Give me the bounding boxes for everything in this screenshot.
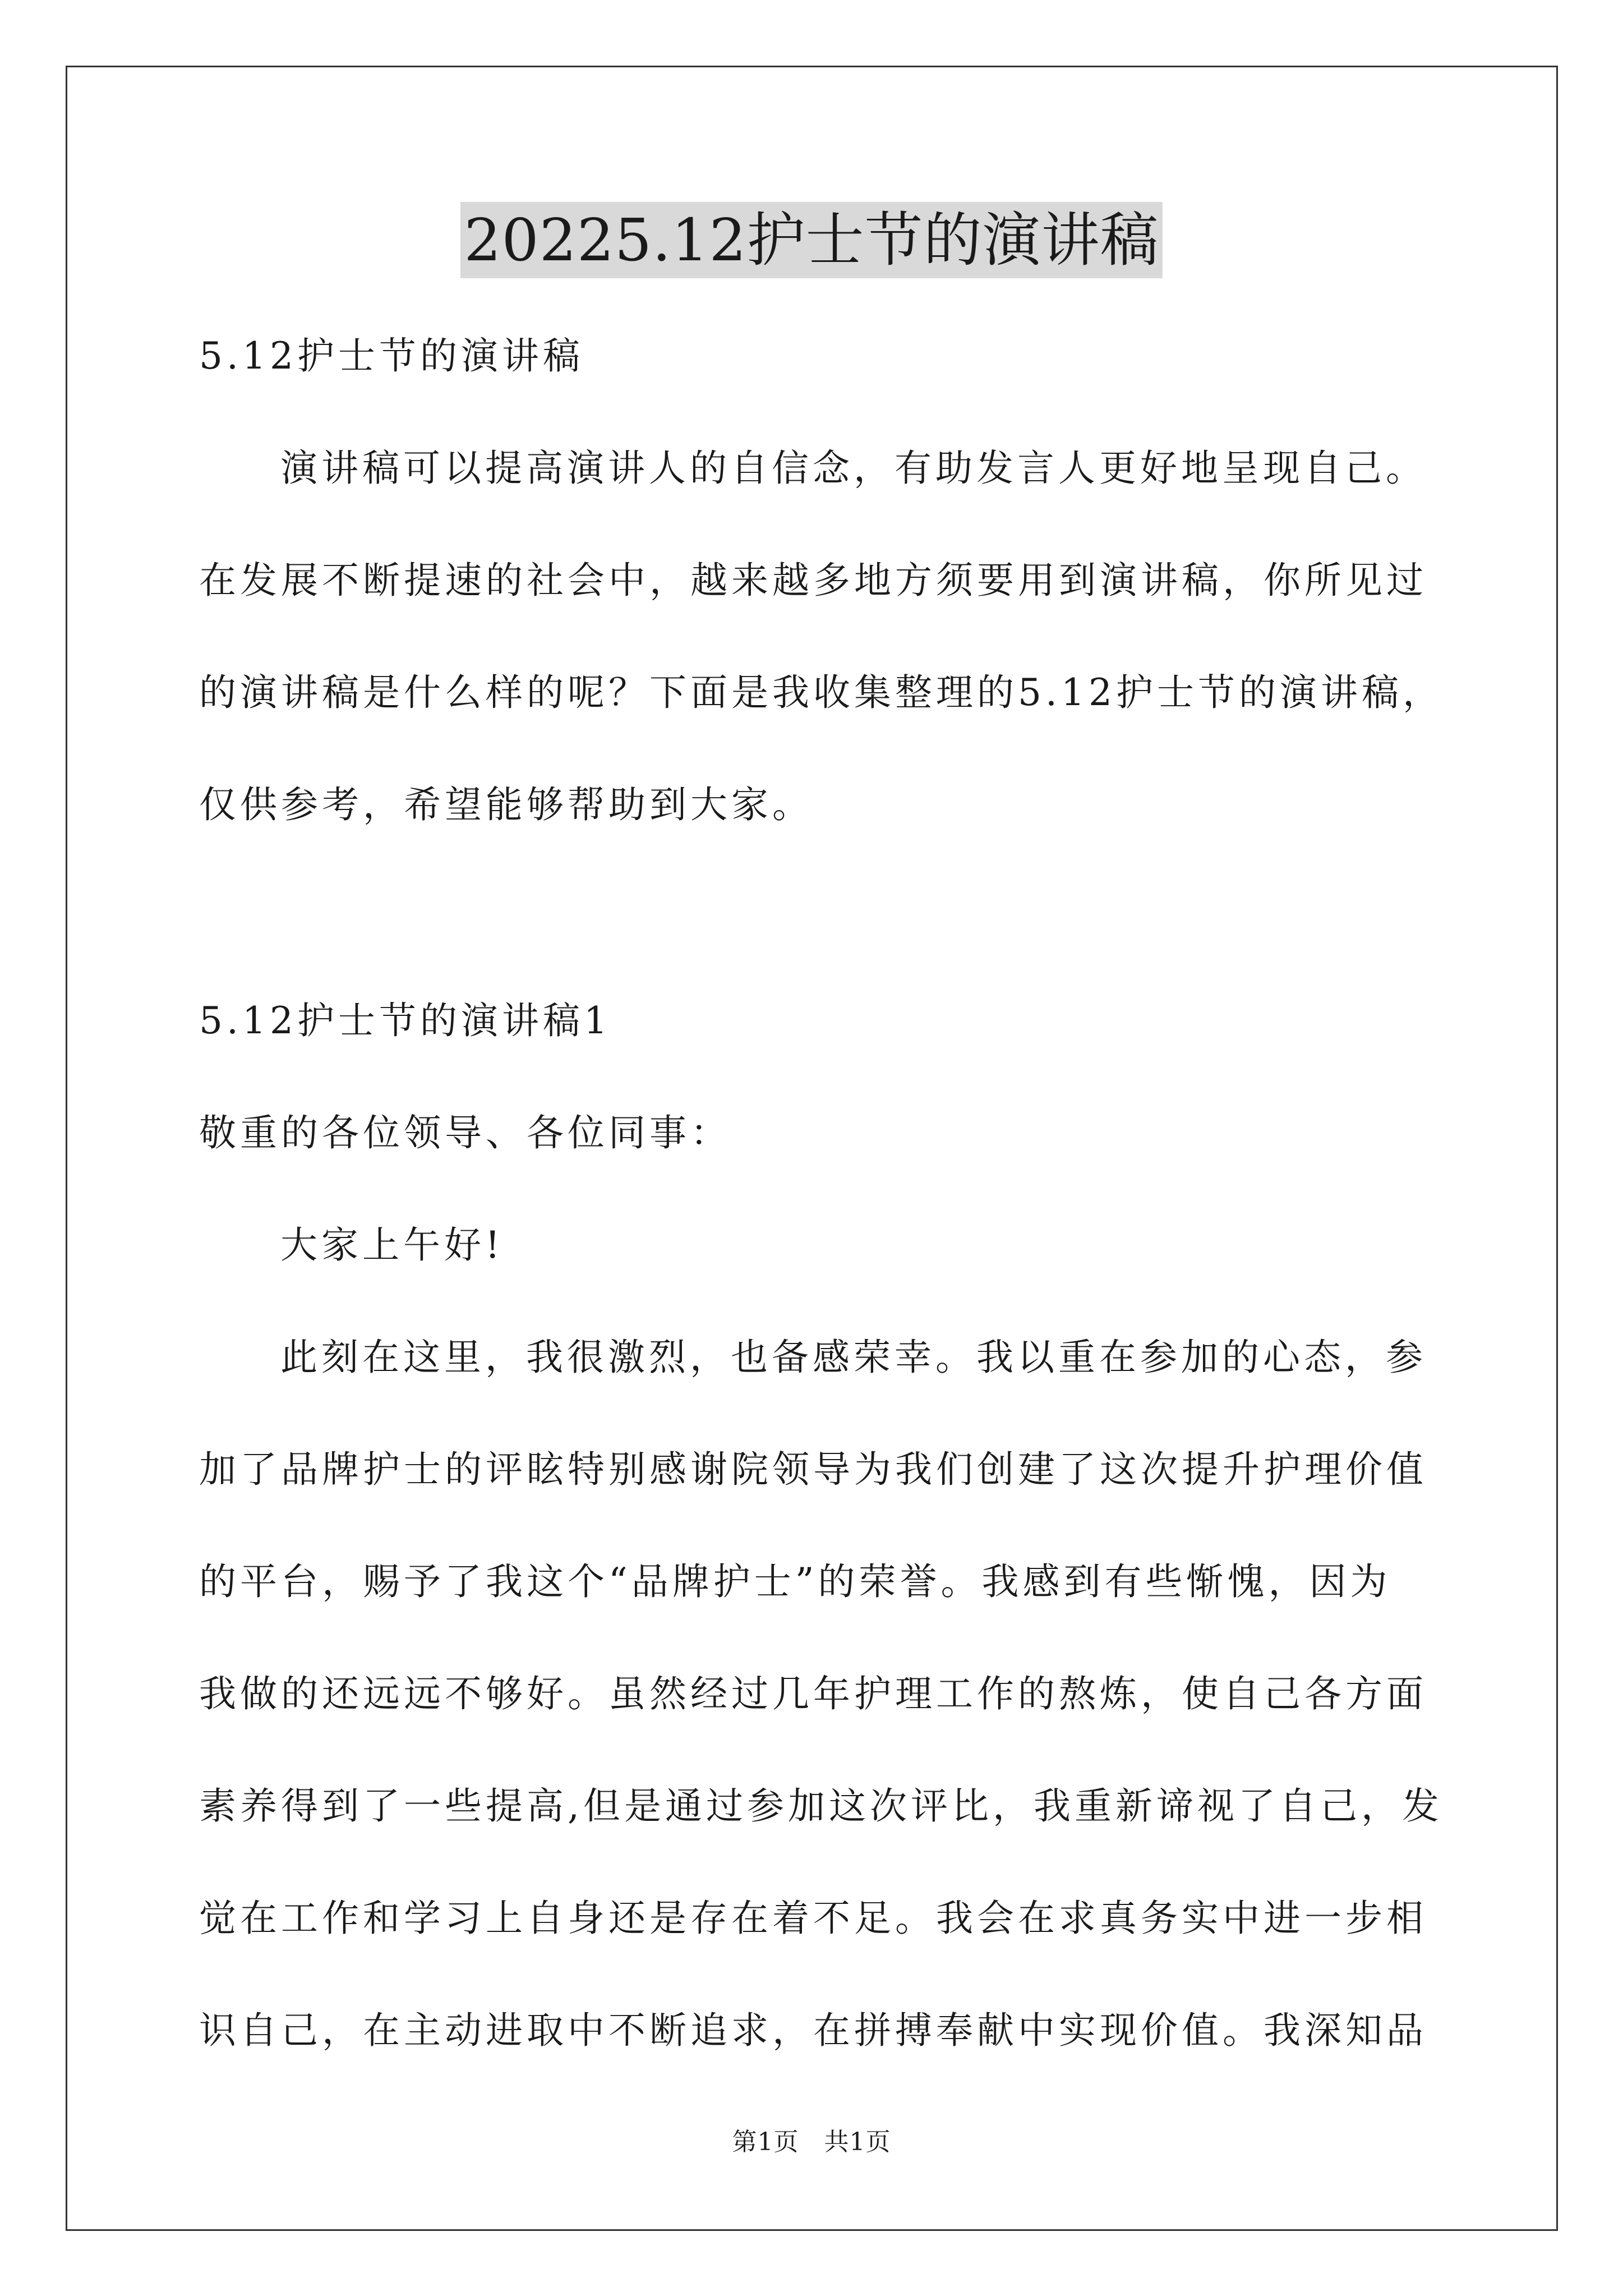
section-heading: 5.12护士节的演讲稿1: [199, 999, 611, 1042]
body-line-3: 的平台，赐予了我这个“品牌护士”的荣誉。我感到有些惭愧，因为: [199, 1560, 1391, 1603]
body-line-5: 素养得到了一些提高,但是通过参加这次评比，我重新谛视了自己，发: [199, 1784, 1443, 1828]
body-line-7: 识自己，在主动进取中不断追求，在拼搏奉献中实现价值。我深知品: [199, 2009, 1427, 2052]
page-footer: [0, 2122, 1623, 2157]
subtitle: 5.12护士节的演讲稿: [199, 334, 584, 378]
greeting: 大家上午好!: [280, 1223, 504, 1267]
title-container: [0, 202, 1623, 278]
body-line-6: 觉在工作和学习上自身还是存在着不足。我会在求真务实中进一步相: [199, 1897, 1427, 1940]
intro-line-1: 演讲稿可以提高演讲人的自信念，有助发言人更好地呈现自己。: [280, 447, 1427, 490]
body-line-1: 此刻在这里，我很激烈，也备感荣幸。我以重在参加的心态，参: [280, 1336, 1427, 1379]
body-line-4: 我做的还远远不够好。虽然经过几年护理工作的熬炼，使自己各方面: [199, 1672, 1427, 1715]
intro-line-4: 仅供参考，希望能够帮助到大家。: [199, 783, 813, 826]
salutation: 敬重的各位领导、各位同事：: [199, 1111, 731, 1154]
intro-line-3: 的演讲稿是什么样的呢？下面是我收集整理的5.12护士节的演讲稿，: [199, 671, 1444, 714]
document-title: 20225.12护士节的演讲稿: [460, 202, 1162, 278]
intro-line-2: 在发展不断提速的社会中，越来越多地方须要用到演讲稿，你所见过: [199, 559, 1427, 602]
page-number: 第1页 共1页: [732, 2128, 891, 2156]
body-line-2: 加了品牌护士的评眩特别感谢院领导为我们创建了这次提升护理价值: [199, 1448, 1427, 1491]
